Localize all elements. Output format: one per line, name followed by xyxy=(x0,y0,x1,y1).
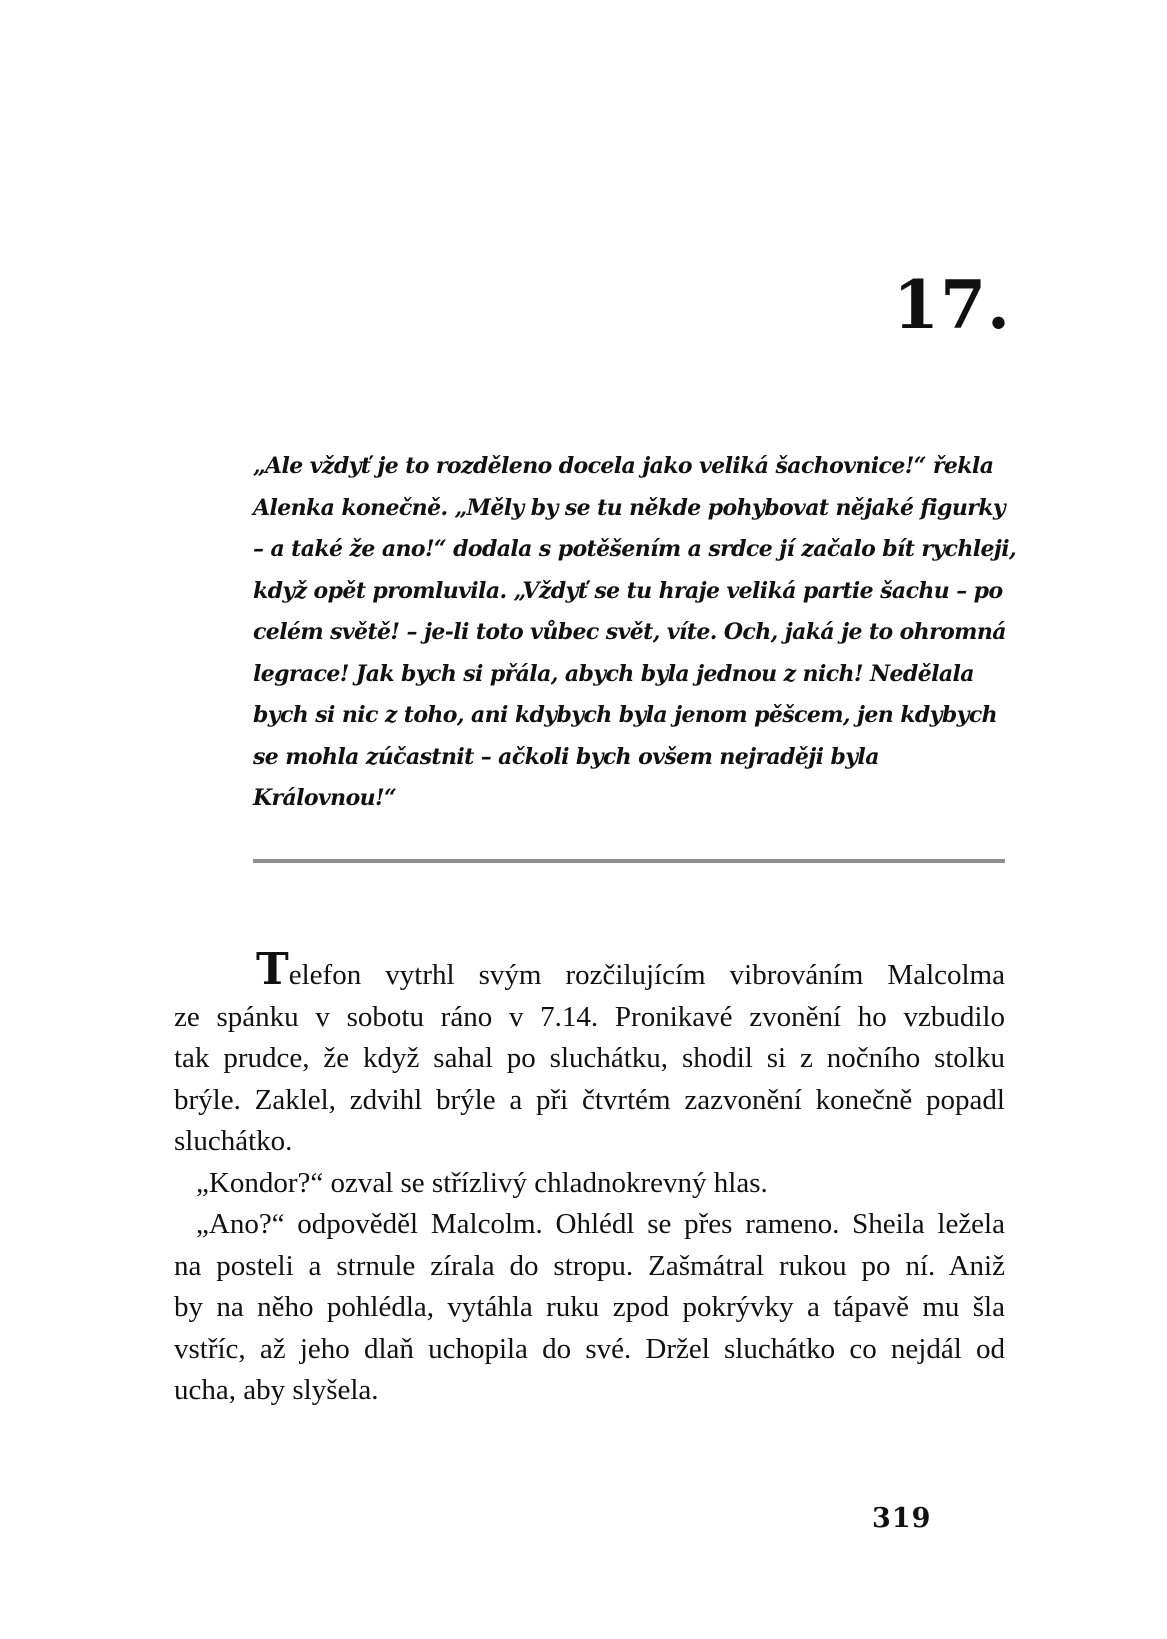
body-line: na posteli a strnule zírala do stropu. Zašmátral rukou po ní. Aniž xyxy=(174,1249,1005,1282)
section-divider xyxy=(253,859,1005,863)
body-line: vstříc, až jeho dlaň uchopila do své. Držel sluchátko co nejdál od xyxy=(174,1332,1005,1365)
body-line: brýle. Zaklel, zdvihl brýle a při čtvrtém zazvonění konečně popadl xyxy=(174,1083,1005,1116)
epigraph-line: celém světě! – je-li toto vůbec svět, víte. Och, jaká je to ohromná xyxy=(253,619,1006,645)
epigraph-line: bych si nic z toho, ani kdybych byla jenom pěšcem, jen kdybych xyxy=(253,702,998,728)
body-line xyxy=(174,944,1005,997)
body-line: ze spánku v sobotu ráno v 7.14. Pronikavé zvonění ho vzbudilo xyxy=(174,1000,1005,1033)
epigraph-line: „Ale vždyť je to rozděleno docela jako veliká šachovnice!“ řekla xyxy=(253,453,994,479)
body-line: ucha, aby slyšela. xyxy=(174,1374,379,1406)
epigraph-line: se mohla zúčastnit – ačkoli bych ovšem nejraději byla xyxy=(253,743,879,770)
epigraph-line: – a také že ano!“ dodala s potěšením a srdce jí začalo bít rychleji, xyxy=(253,536,1017,562)
epigraph-line: legrace! Jak bych si přála, abych byla jednou z nich! Nedělala xyxy=(253,660,974,687)
body-line: tak prudce, že když sahal po sluchátku, shodil si z nočního stolku xyxy=(174,1042,1005,1074)
body-line: by na něho pohlédla, vytáhla ruku zpod pokrývky a tápavě mu šla xyxy=(174,1291,1005,1323)
body-line: „Kondor?“ ozval se střízlivý chladnokrevný hlas. xyxy=(196,1166,768,1199)
epigraph-line: Alenka konečně. „Měly by se tu někde pohybovat nějaké figurky xyxy=(253,494,1006,521)
body-line-text: elefon vytrhl svým rozčilujícím vibrováním Malcolma xyxy=(288,959,1005,991)
drop-cap: T xyxy=(256,944,289,995)
body-line: sluchátko. xyxy=(174,1125,293,1157)
epigraph-line: Královnou!“ xyxy=(253,785,397,811)
page-number: 319 xyxy=(872,1503,932,1534)
epigraph xyxy=(253,446,1017,820)
chapter-number: 17. xyxy=(893,266,1011,344)
body-line: „Ano?“ odpověděl Malcolm. Ohlédl se přes rameno. Sheila ležela xyxy=(196,1208,1005,1240)
epigraph-line: když opět promluvila. „Vždyť se tu hraje veliká partie šachu – po xyxy=(253,577,1003,604)
body-text xyxy=(174,944,1005,1412)
